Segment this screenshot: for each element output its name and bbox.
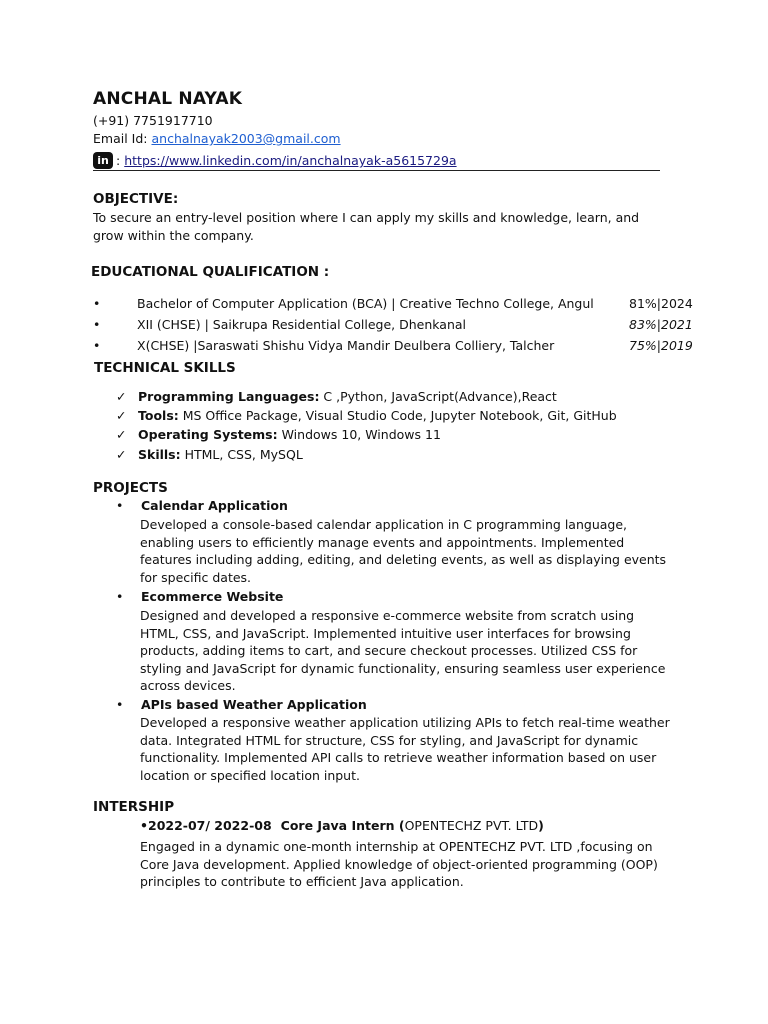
candidate-name: ANCHAL NAYAK <box>93 89 243 109</box>
education-item-score: 81%|2024 <box>629 296 693 311</box>
bullet: • <box>93 338 101 353</box>
education-item <box>93 338 693 356</box>
skill-label: Operating Systems: <box>138 427 278 442</box>
project-title: Calendar Application <box>141 498 288 513</box>
linkedin-icon: in <box>93 152 113 169</box>
bullet: • <box>116 498 124 513</box>
project-title-row <box>116 697 367 712</box>
education-item-score: 83%|2021 <box>629 317 693 332</box>
linkedin-link[interactable]: https://www.linkedin.com/in/anchalnayak-a5615729a <box>124 153 457 168</box>
checkmark-icon: ✓ <box>116 389 127 404</box>
objective-heading: OBJECTIVE: <box>93 191 179 207</box>
project-title: Ecommerce Website <box>141 589 284 604</box>
bullet: • <box>140 818 148 833</box>
project-description: Developed a responsive weather application utilizing APIs to fetch real-time weather data. Integrated HTML for structure, CSS for styling, and JavaScript for dynamic functionality. Implemented API calls to retrieve weather information based on user location or specified location input. <box>140 715 670 783</box>
email-row <box>93 131 341 146</box>
phone-number: (+91) 7751917710 <box>93 113 213 128</box>
internship-title-row <box>140 818 544 833</box>
project-title-row <box>116 498 288 513</box>
bullet: • <box>93 317 101 332</box>
bullet: • <box>116 697 124 712</box>
project-title-row <box>116 589 283 604</box>
education-item <box>93 317 693 335</box>
internship-close-paren: ) <box>538 818 544 833</box>
objective-text: To secure an entry-level position where I can apply my skills and knowledge, learn, and grow within the company. <box>93 210 640 243</box>
education-item-text: Bachelor of Computer Application (BCA) | Creative Techno College, Angul <box>137 296 594 311</box>
skill-label: Programming Languages: <box>138 389 320 404</box>
checkmark-icon: ✓ <box>116 408 127 423</box>
education-item-text: X(CHSE) |Saraswati Shishu Vidya Mandir Deulbera Colliery, Talcher <box>137 338 555 353</box>
linkedin-separator: : <box>116 153 121 168</box>
projects-heading: PROJECTS <box>93 480 168 496</box>
skill-item <box>116 427 441 442</box>
internship-period: 2022-07/ 2022-08 <box>148 818 272 833</box>
bullet: • <box>116 589 124 604</box>
technical-skills-heading: TECHNICAL SKILLS <box>94 360 236 376</box>
project-title: APIs based Weather Application <box>141 697 367 712</box>
education-heading: EDUCATIONAL QUALIFICATION : <box>91 264 330 280</box>
skill-value: C ,Python, JavaScript(Advance),React <box>319 389 557 404</box>
bullet: • <box>93 296 101 311</box>
education-item-score: 75%|2019 <box>629 338 693 353</box>
header-divider <box>93 170 660 171</box>
skill-item <box>116 408 617 423</box>
linkedin-row <box>93 152 457 169</box>
internship-role: Core Java Intern ( <box>280 818 405 833</box>
internship-company: OPENTECHZ PVT. LTD <box>404 818 539 833</box>
internship-description: Engaged in a dynamic one-month internship at OPENTECHZ PVT. LTD ,focusing on Core Java development. Applied knowledge of object-oriented programming (OOP) principles to contribute to efficient Java application. <box>140 839 658 889</box>
skill-value: HTML, CSS, MySQL <box>180 447 303 462</box>
education-item-text: XII (CHSE) | Saikrupa Residential College, Dhenkanal <box>137 317 467 332</box>
email-label: Email Id: <box>93 131 148 146</box>
education-item <box>93 296 693 314</box>
checkmark-icon: ✓ <box>116 447 127 462</box>
skill-value: MS Office Package, Visual Studio Code, Jupyter Notebook, Git, GitHub <box>178 408 617 423</box>
skill-item <box>116 447 303 462</box>
project-description: Developed a console-based calendar application in C programming language, enabling users to efficiently manage events and appointments. Implemented features including adding, editing, and deleting events, as well as displaying events for specific dates. <box>140 517 667 585</box>
email-link[interactable]: anchalnayak2003@gmail.com <box>151 131 341 146</box>
skill-item <box>116 389 557 404</box>
skill-label: Skills: <box>138 447 181 462</box>
project-description: Designed and developed a responsive e-commerce website from scratch using HTML, CSS, and JavaScript. Implemented intuitive user interfaces for browsing products, adding items to cart, and secure checkout processes. Utilized CSS for styling and JavaScript for dynamic functionality, ensuring seamless user experience across devices. <box>140 608 666 693</box>
skill-label: Tools: <box>138 408 179 423</box>
skill-value: Windows 10, Windows 11 <box>277 427 441 442</box>
internship-heading: INTERSHIP <box>93 799 175 815</box>
checkmark-icon: ✓ <box>116 427 127 442</box>
